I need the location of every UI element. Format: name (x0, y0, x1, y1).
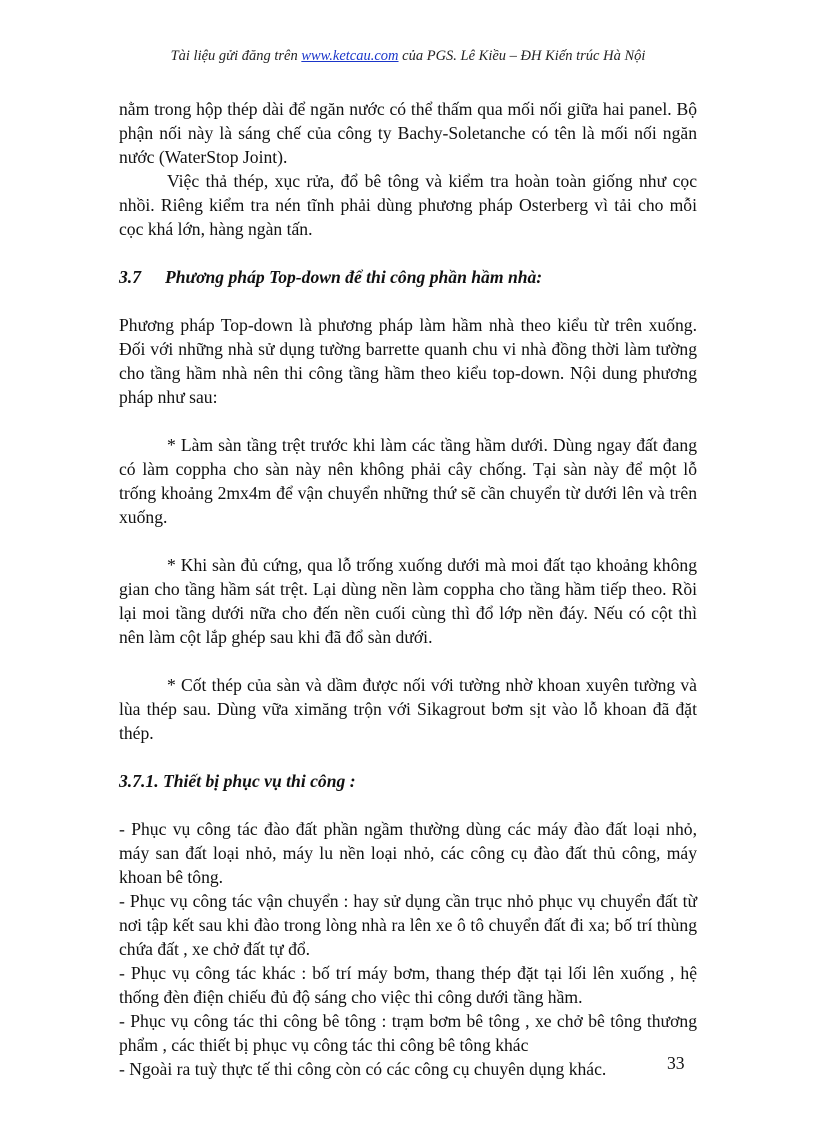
list-item: - Phục vụ công tác khác : bố trí máy bơm, thang thép đặt tại lối lên xuống , hệ thống đèn điện chiếu đủ độ sáng cho việc thi công dưới tầng hầm. (119, 963, 697, 1007)
list-item: - Phục vụ công tác thi công bê tông : trạm bơm bê tông , xe chở bê tông thương phẩm , các thiết bị phục vụ công tác thi công bê tông khác (119, 1011, 697, 1055)
paragraph-waterstop: nằm trong hộp thép dài để ngăn nước có thể thấm qua mối nối giữa hai panel. Bộ phận nối này là sáng chế của công ty Bachy-Soletanche có tên là mối nối ngăn nước (WaterStop Joint). (119, 99, 697, 167)
page-body (119, 97, 697, 1081)
section-heading (119, 265, 697, 289)
page-header (0, 48, 816, 65)
paragraph-osterberg: Việc thả thép, xục rửa, đổ bê tông và kiểm tra hoàn toàn giống như cọc nhồi. Riêng kiểm tra nén tĩnh phải dùng phương pháp Osterberg vì tải cho mỗi cọc khá lớn, hàng ngàn tấn. (119, 171, 697, 239)
header-prefix: Tài liệu gửi đăng trên (170, 48, 302, 64)
paragraph-excavation: * Khi sàn đủ cứng, qua lỗ trống xuống dưới mà moi đất tạo khoảng không gian cho tầng hầm sát trệt. Lại dùng nền làm coppha cho tầng hầm tiếp theo. Rồi lại moi tầng dưới nữa cho đến nền cuối cùng thì đổ lớp nền đáy. Nếu có cột thì nên làm cột lắp ghép sau khi đã đổ sàn dưới. (119, 555, 697, 647)
header-suffix: của PGS. Lê Kiều – ĐH Kiến trúc Hà Nội (398, 48, 646, 64)
list-item: - Phục vụ công tác vận chuyển : hay sử dụng cần trục nhỏ phục vụ chuyển đất từ nơi tập kết sau khi đào trong lòng nhà ra lên xe ô tô chuyển đất đi xa; bố trí thùng chứa đất , xe chở đất tự đổ. (119, 891, 697, 959)
list-item: - Ngoài ra tuỳ thực tế thi công còn có các công cụ chuyên dụng khác. (119, 1059, 607, 1079)
paragraph-reinforcement: * Cốt thép của sàn và dầm được nối với tường nhờ khoan xuyên tường và lùa thép sau. Dùng vữa ximăng trộn với Sikagrout bơm sịt vào lỗ khoan đã đặt thép. (119, 675, 697, 743)
paragraph-top-down-intro: Phương pháp Top-down là phương pháp làm hầm nhà theo kiểu từ trên xuống. Đối với những nhà sử dụng tường barrette quanh chu vi nhà đồng thời làm tường cho tầng hầm nhà nên thi công tầng hầm theo kiểu top-down. Nội dung phương pháp như sau: (119, 315, 697, 407)
list-item: - Phục vụ công tác đào đất phần ngầm thường dùng các máy đào đất loại nhỏ, máy san đất loại nhỏ, máy lu nền loại nhỏ, các công cụ đào đất thủ công, máy khoan bê tông. (119, 819, 697, 887)
paragraph-ground-floor: * Làm sàn tầng trệt trước khi làm các tầng hầm dưới. Dùng ngay đất đang có làm coppha cho sàn này nên không phải cây chống. Tại sàn này để một lỗ trống khoảng 2mx4m để vận chuyển những thứ sẽ cần chuyển từ dưới lên và trên xuống. (119, 435, 697, 527)
header-link[interactable]: www.ketcau.com (301, 48, 399, 64)
page-number: 33 (667, 1053, 685, 1073)
section-title: Phương pháp Top-down để thi công phần hầm nhà: (165, 267, 543, 287)
subsection-heading: 3.7.1. Thiết bị phục vụ thi công : (119, 771, 356, 791)
section-number: 3.7 (119, 267, 141, 287)
